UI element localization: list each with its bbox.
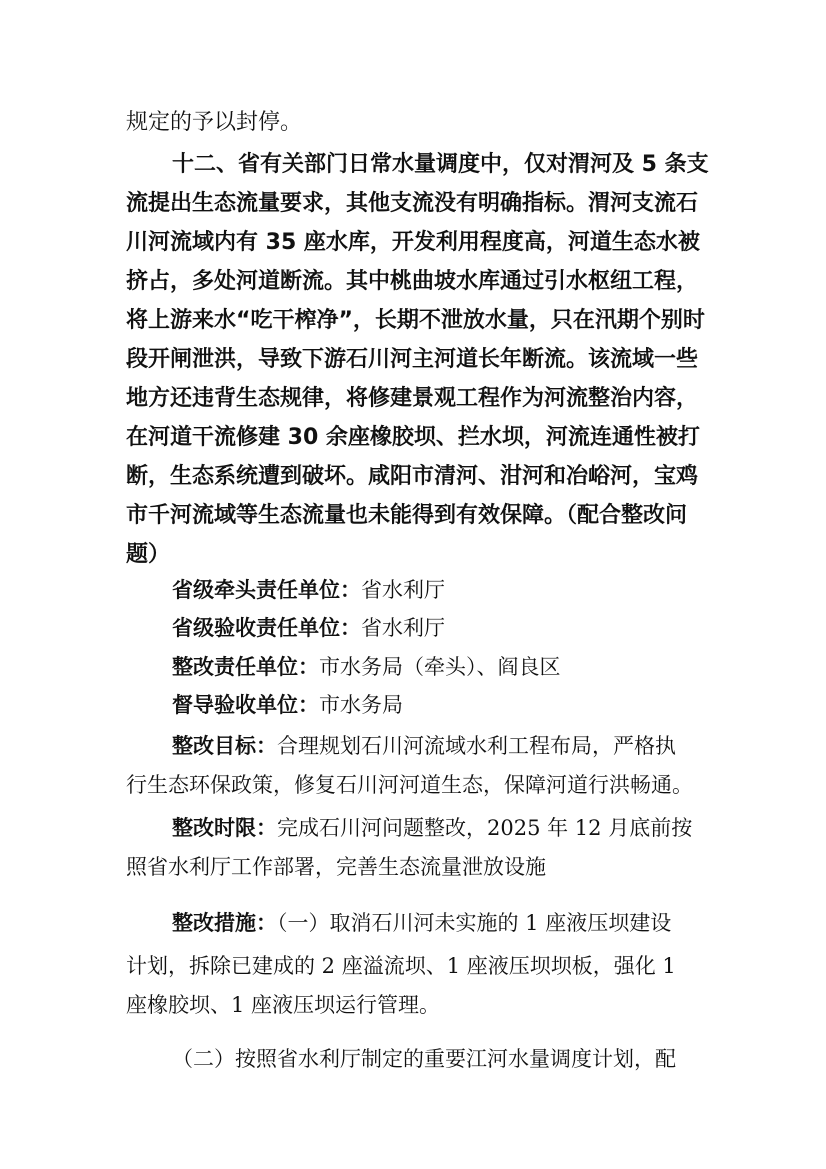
deadline-line-2: 照省水利厅工作部署，完善生态流量泄放设施 bbox=[126, 855, 546, 879]
rect-unit-value: 市水务局（牵头）、阎良区 bbox=[319, 655, 561, 679]
rect-unit-label: 整改责任单位： bbox=[172, 655, 319, 679]
measures-label: 整改措施： bbox=[172, 911, 277, 935]
lead-unit-value: 省水利厅 bbox=[361, 578, 445, 602]
supervise-unit-row bbox=[172, 695, 403, 716]
goal-text-1: 合理规划石川河流域水利工程布局，严格执 bbox=[277, 734, 676, 758]
deadline-text-1: 完成石川河问题整改，2025 年 12 月底前按 bbox=[277, 816, 693, 840]
item12-line-6: 段开闸泄洪，导致下游石川河主河道长年断流。该流域一些 bbox=[126, 347, 699, 372]
accept-unit-label: 省级验收责任单位： bbox=[172, 616, 361, 640]
deadline-line-1 bbox=[172, 818, 692, 839]
item12-line-4: 挤占，多处河道断流。其中桃曲坡水库通过引水枢纽工程， bbox=[126, 269, 699, 294]
supervise-unit-label: 督导验收单位： bbox=[172, 693, 319, 717]
lead-unit-label: 省级牵头责任单位： bbox=[172, 578, 361, 602]
measures-line-2: 计划，拆除已建成的 2 座溢流坝、1 座液压坝坝板，强化 1 bbox=[126, 954, 676, 978]
item12-line-1: 十二、省有关部门日常水量调度中，仅对渭河及 5 条支 bbox=[172, 152, 709, 177]
item12-line-7: 地方还违背生态规律，将修建景观工程作为河流整治内容， bbox=[126, 386, 699, 411]
item12-line-11: 题） bbox=[126, 542, 171, 567]
accept-unit-value: 省水利厅 bbox=[361, 616, 445, 640]
item12-line-8: 在河道干流修建 30 余座橡胶坝、拦水坝，河流连通性被打 bbox=[126, 425, 700, 450]
deadline-label: 整改时限： bbox=[172, 816, 277, 840]
item12-line-3: 川河流域内有 35 座水库，开发利用程度高，河道生态水被 bbox=[126, 230, 700, 255]
accept-unit-row bbox=[172, 618, 445, 639]
item12-line-2: 流提出生态流量要求，其他支流没有明确指标。渭河支流石 bbox=[126, 191, 699, 216]
lead-unit-row bbox=[172, 580, 445, 601]
goal-line-2: 行生态环保政策，修复石川河河道生态，保障河道行洪畅通。 bbox=[126, 773, 693, 797]
intro-tail-line: 规定的予以封停。 bbox=[126, 110, 303, 135]
measures-line-1 bbox=[172, 913, 671, 934]
item12-line-5: 将上游来水“吃干榨净”，长期不泄放水量，只在汛期个别时 bbox=[126, 308, 705, 333]
measures-line-3: 座橡胶坝、1 座液压坝运行管理。 bbox=[126, 993, 441, 1017]
rect-unit-row bbox=[172, 657, 561, 678]
measures-line-4: （二）按照省水利厅制定的重要江河水量调度计划，配 bbox=[172, 1047, 676, 1071]
measures-text-1: （一）取消石川河未实施的 1 座液压坝建设 bbox=[277, 911, 672, 935]
item12-line-9: 断，生态系统遭到破坏。咸阳市清河、泔河和冶峪河，宝鸡 bbox=[126, 464, 699, 489]
item12-line-10: 市千河流域等生态流量也未能得到有效保障。（配合整改问 bbox=[126, 503, 688, 528]
goal-line-1 bbox=[172, 736, 676, 757]
goal-label: 整改目标： bbox=[172, 734, 277, 758]
supervise-unit-value: 市水务局 bbox=[319, 693, 403, 717]
